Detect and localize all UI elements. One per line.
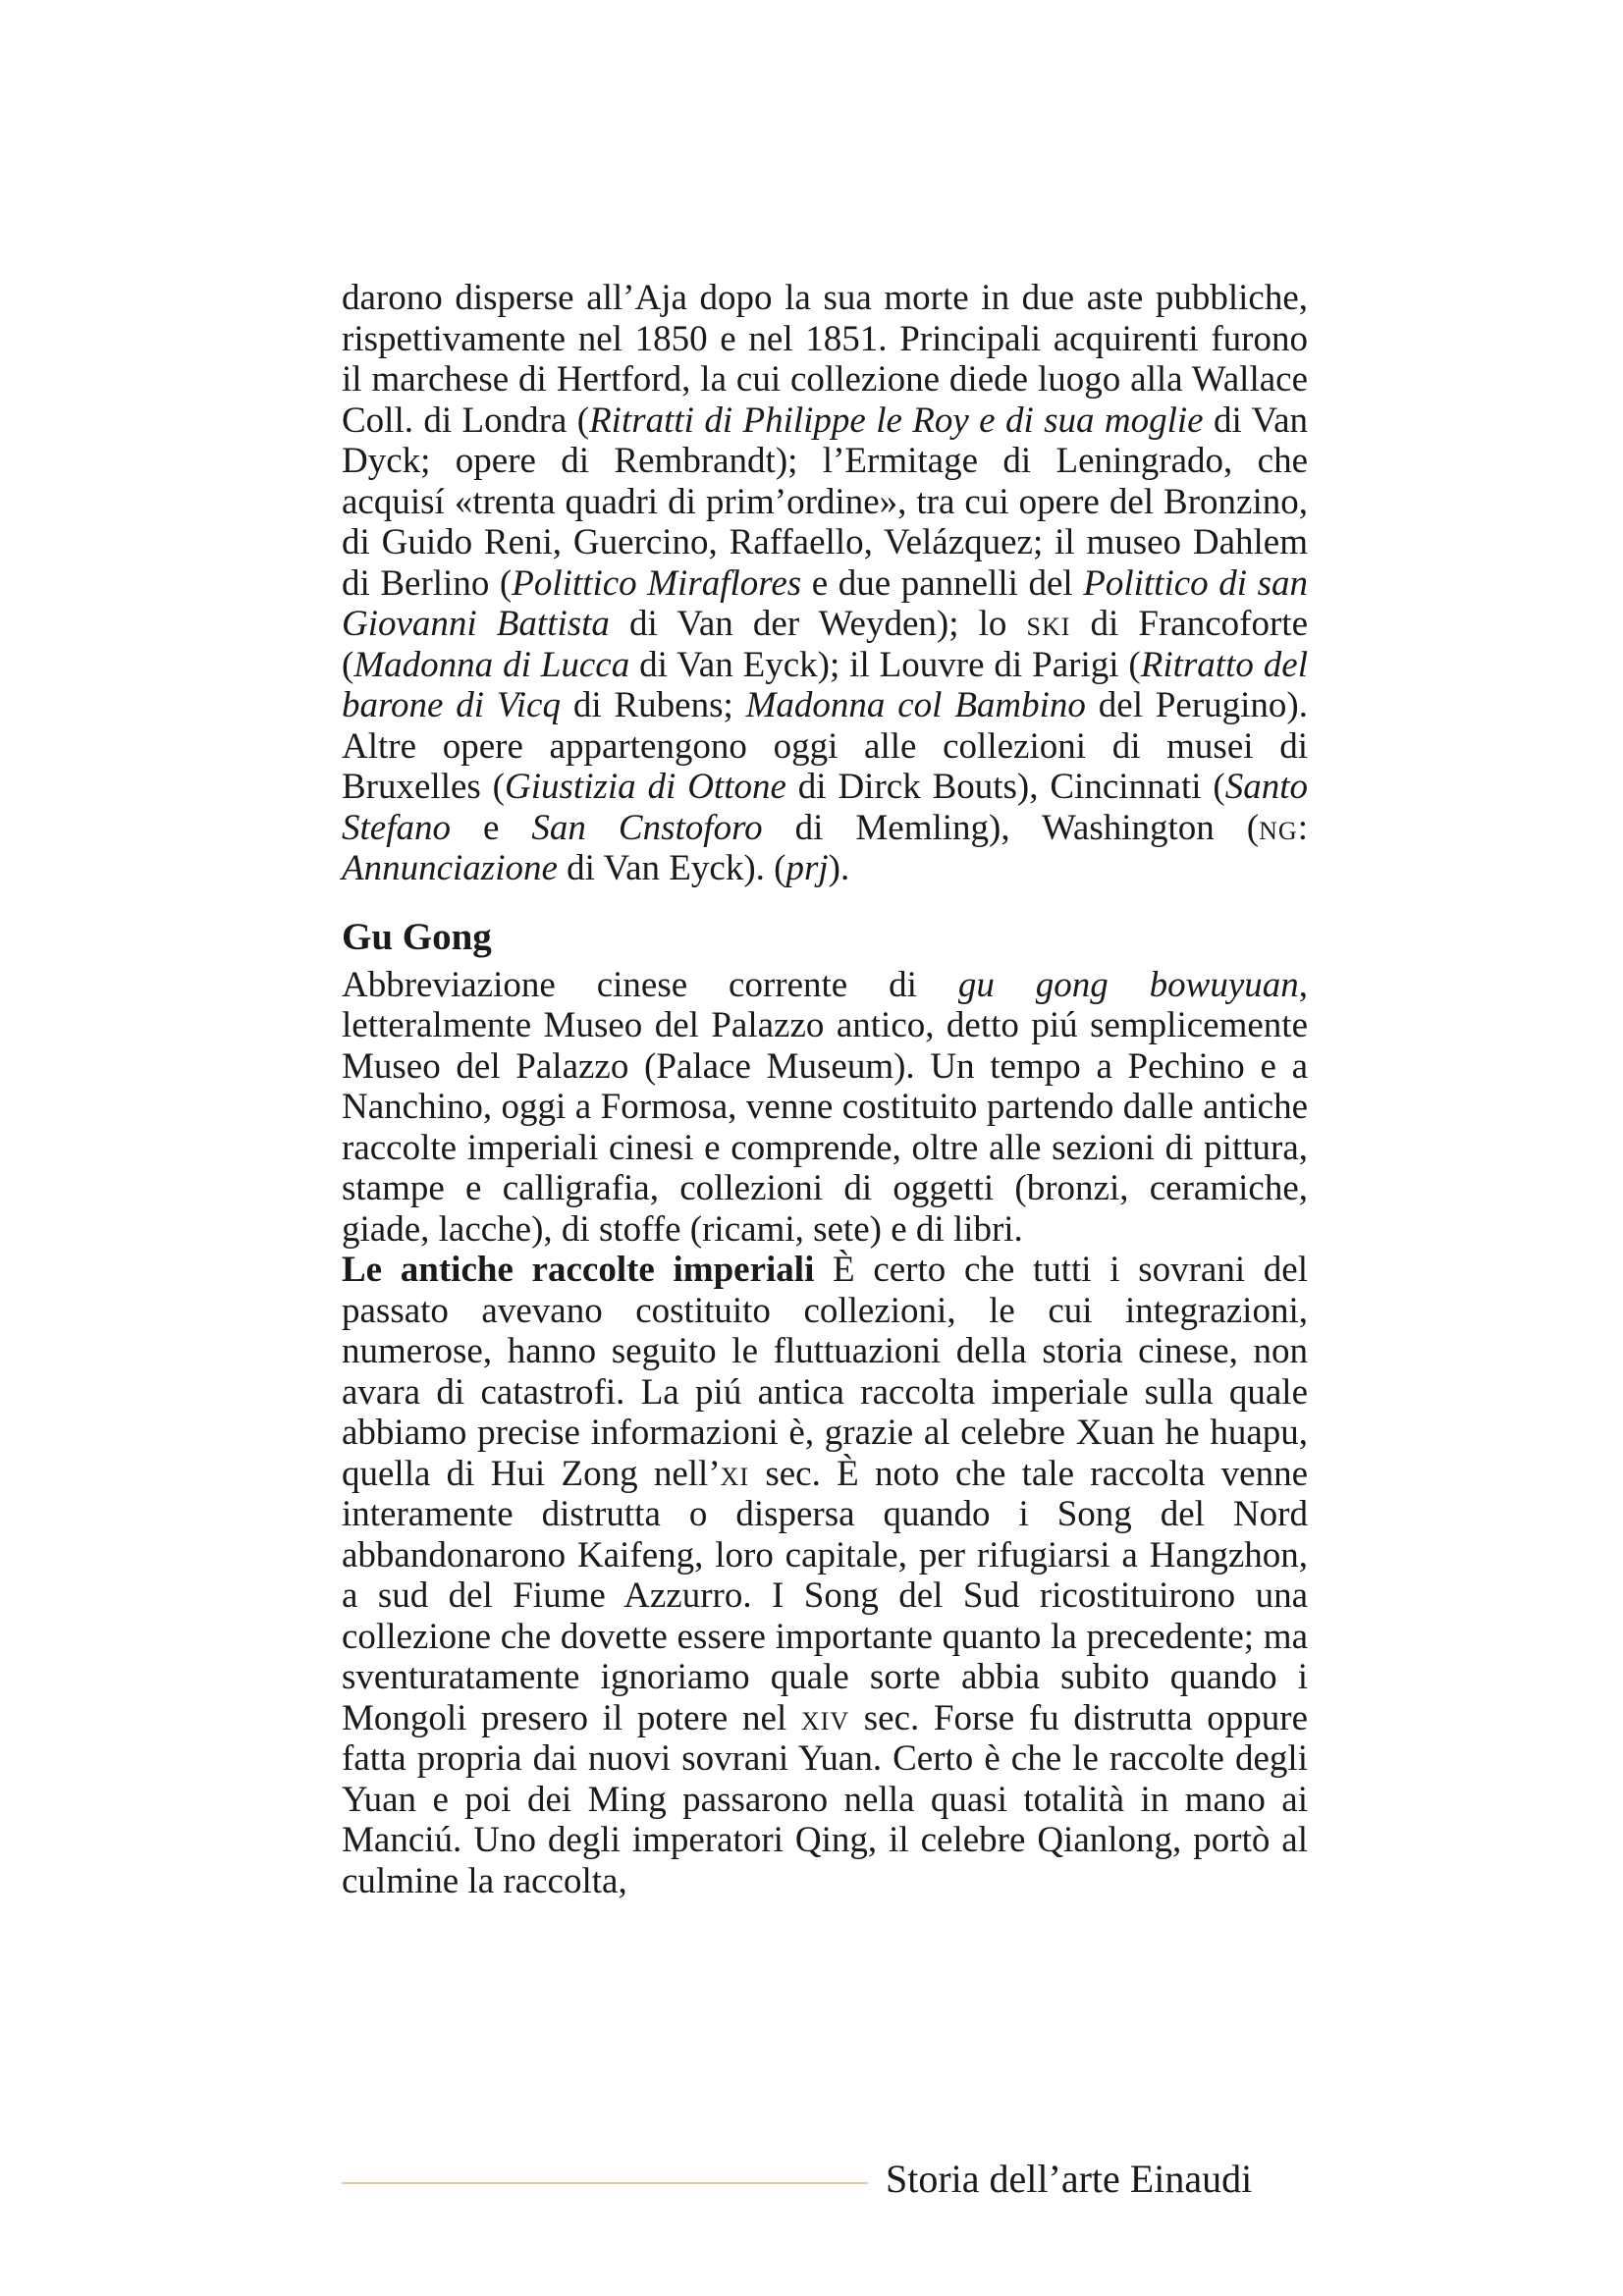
italic-title: Polittico di san Giovanni Battista	[342, 562, 1308, 644]
small-caps-text: ski	[1026, 604, 1071, 644]
text-run: Abbreviazione cinese corrente di	[342, 964, 958, 1005]
entry-heading: Gu Gong	[342, 915, 492, 958]
italic-title: gu gong bowuyuan	[957, 964, 1299, 1005]
text-run: di Van Dyck; opere di Rembrandt); l’Ermitage di Leningrado, che acquisí «trenta quadri di prim’ordine», tra cui opere del Bronzino, di Guido Reni, Guercino, Raffaello, Velázquez; il museo Dahlem di Berlino (	[342, 400, 1309, 604]
text-run: di Van Eyck). (	[557, 848, 786, 888]
small-caps-text: xi	[720, 1453, 750, 1494]
text-run: È certo che tutti i sovrani del passato avevano costituito collezioni, le cui integrazioni, numerose, hanno seguito le fluttuazioni della storia cinese, non avara di catastrofi. La piú antica raccolta imperiale sulla quale abbiamo precise informazioni è, grazie al celebre Xuan he huapu, quella di Hui Zong nell’	[342, 1250, 1308, 1494]
italic-title: San Cnstoforo	[531, 807, 763, 848]
footer-rule	[342, 2182, 868, 2184]
paragraph-2	[342, 965, 1308, 1251]
text-run: di Francoforte (	[342, 604, 1308, 685]
text-run: di Van der Weyden); lo	[609, 604, 1027, 644]
text-run: ).	[828, 848, 850, 888]
italic-title: Polittico Miraflores	[512, 562, 802, 604]
text-run: di Rubens;	[560, 685, 746, 725]
footer-publication-title: Storia dell’arte Einaudi	[886, 2157, 1253, 2201]
text-run: , letteralmente Museo del Palazzo antico, detto piú semplicemente Museo del Palazzo (Palace Museum). Un tempo a Pechino e a Nanchino, oggi a Formosa, venne costituito partendo dalle antiche raccolte imperiali cinesi e comprende, oltre alle sezioni di pittura, stampe e calligrafia, collezioni di oggetti (bronzi, ceramiche, giade, lacche), di stoffe (ricami, sete) e di libri.	[342, 964, 1308, 1250]
text-run: del Perugino). Altre opere appartengono oggi alle collezioni di musei di Bruxelles (	[342, 685, 1308, 807]
italic-title: Annunciazione	[342, 848, 558, 888]
text-run: e due pannelli del	[801, 562, 1084, 604]
text-run: di Memling), Washington (	[762, 807, 1260, 848]
italic-title: Madonna col Bambino	[745, 685, 1086, 725]
italic-title: Giustizia di Ottone	[505, 767, 786, 807]
italic-title: Ritratti di Philippe le Roy e di sua moglie	[589, 400, 1204, 441]
text-run: di Dirck Bouts), Cincinnati (	[785, 767, 1225, 807]
text-run: di Van Eyck); il Louvre di Parigi (	[629, 644, 1141, 685]
italic-title: prj	[785, 848, 829, 888]
text-run: e	[450, 807, 532, 848]
italic-title: Madonna di Lucca	[353, 644, 630, 685]
paragraph-1	[342, 278, 1308, 889]
text-run: sec. Forse fu distrutta oppure fatta propria dai nuovi sovrani Yuan. Certo è che le raccolte degli Yuan e poi dei Ming passarono nella quasi totalità in mano ai Manciú. Uno degli imperatori Qing, il celebre Qianlong, portò al culmine la raccolta,	[342, 1697, 1308, 1901]
section-runin-heading: Le antiche raccolte imperiali	[342, 1250, 815, 1290]
italic-title: Santo Stefano	[342, 767, 1309, 848]
small-caps-text: xiv	[800, 1697, 850, 1738]
small-caps-text: ng	[1259, 807, 1298, 848]
text-column	[342, 278, 1308, 1901]
text-run: sec. È noto che tale raccolta venne interamente distrutta o dispersa quando i Song del Nord abbandonarono Kaifeng, loro capitale, per rifugiarsi a Hangzhon, a sud del Fiume Azzurro. I Song del Sud ricostituirono una collezione che dovette essere importante quanto la precedente; ma sventuratamente ignoriamo quale sorte abbia subito quando i Mongoli presero il potere nel	[342, 1453, 1308, 1738]
italic-title: Ritratto del barone di Vicq	[342, 644, 1308, 725]
text-run: :	[1297, 807, 1308, 848]
text-run: darono disperse all’Aja dopo la sua morte in due aste pubbliche, rispettivamente nel 1850 e nel 1851. Principali acquirenti furono il marchese di Hertford, la cui collezione diede luogo alla Wallace Coll. di Londra (	[342, 278, 1308, 441]
paragraph-3	[342, 1250, 1308, 1901]
